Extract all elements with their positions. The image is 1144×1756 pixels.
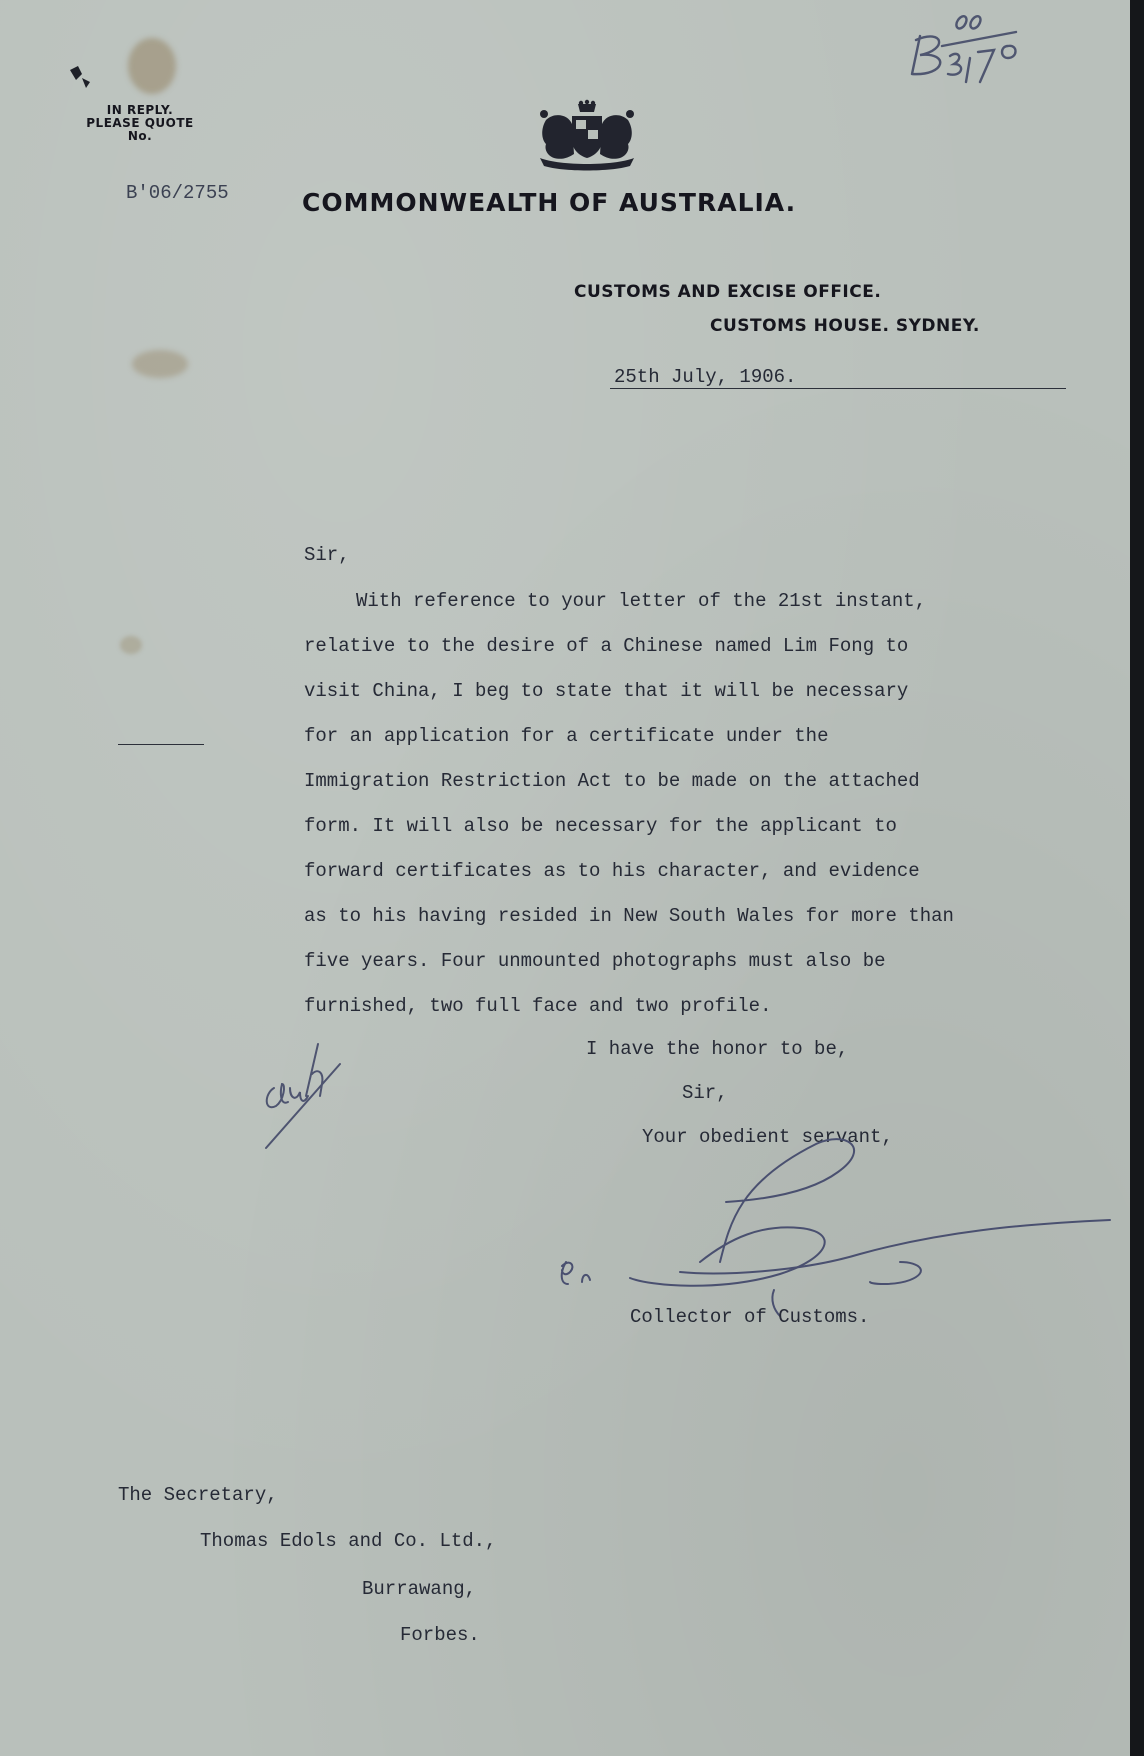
signatory-title: Collector of Customs. [630, 1306, 870, 1328]
body-line: for an application for a certificate under the [304, 725, 829, 747]
closing-sir: Sir, [682, 1082, 728, 1104]
body-line: form. It will also be necessary for the applicant to [304, 815, 897, 837]
reference-number: B'06/2755 [126, 182, 229, 204]
salutation: Sir, [304, 544, 350, 566]
addressee-locality: Burrawang, [362, 1578, 477, 1600]
body-line: Immigration Restriction Act to be made on the attached [304, 770, 920, 792]
body-line: as to his having resided in New South Wales for more than [304, 905, 954, 927]
in-reply-line: IN REPLY. [106, 103, 174, 117]
body-line: furnished, two full face and two profile. [304, 995, 772, 1017]
body-line: visit China, I beg to state that it will be necessary [304, 680, 909, 702]
closing-servant: Your obedient servant, [642, 1126, 893, 1148]
in-reply-line: No. [127, 129, 153, 143]
office-name: CUSTOMS AND EXCISE OFFICE. [574, 282, 882, 302]
addressee-company: Thomas Edols and Co. Ltd., [200, 1530, 497, 1552]
body-line: relative to the desire of a Chinese named Lim Fong to [304, 635, 909, 657]
body-line: five years. Four unmounted photographs must also be [304, 950, 886, 972]
addressee-town: Forbes. [400, 1624, 480, 1646]
office-address: CUSTOMS HOUSE. SYDNEY. [710, 316, 980, 336]
closing-line: I have the honor to be, [586, 1038, 849, 1060]
body-line: With reference to your letter of the 21st instant, [356, 590, 927, 612]
letterhead-title: COMMONWEALTH OF AUSTRALIA. [302, 188, 797, 217]
addressee-title: The Secretary, [118, 1484, 278, 1506]
body-line: forward certificates as to his character, and evidence [304, 860, 920, 882]
in-reply-line: PLEASE QUOTE [86, 116, 194, 130]
letter-date: 25th July, 1906. [614, 366, 797, 388]
